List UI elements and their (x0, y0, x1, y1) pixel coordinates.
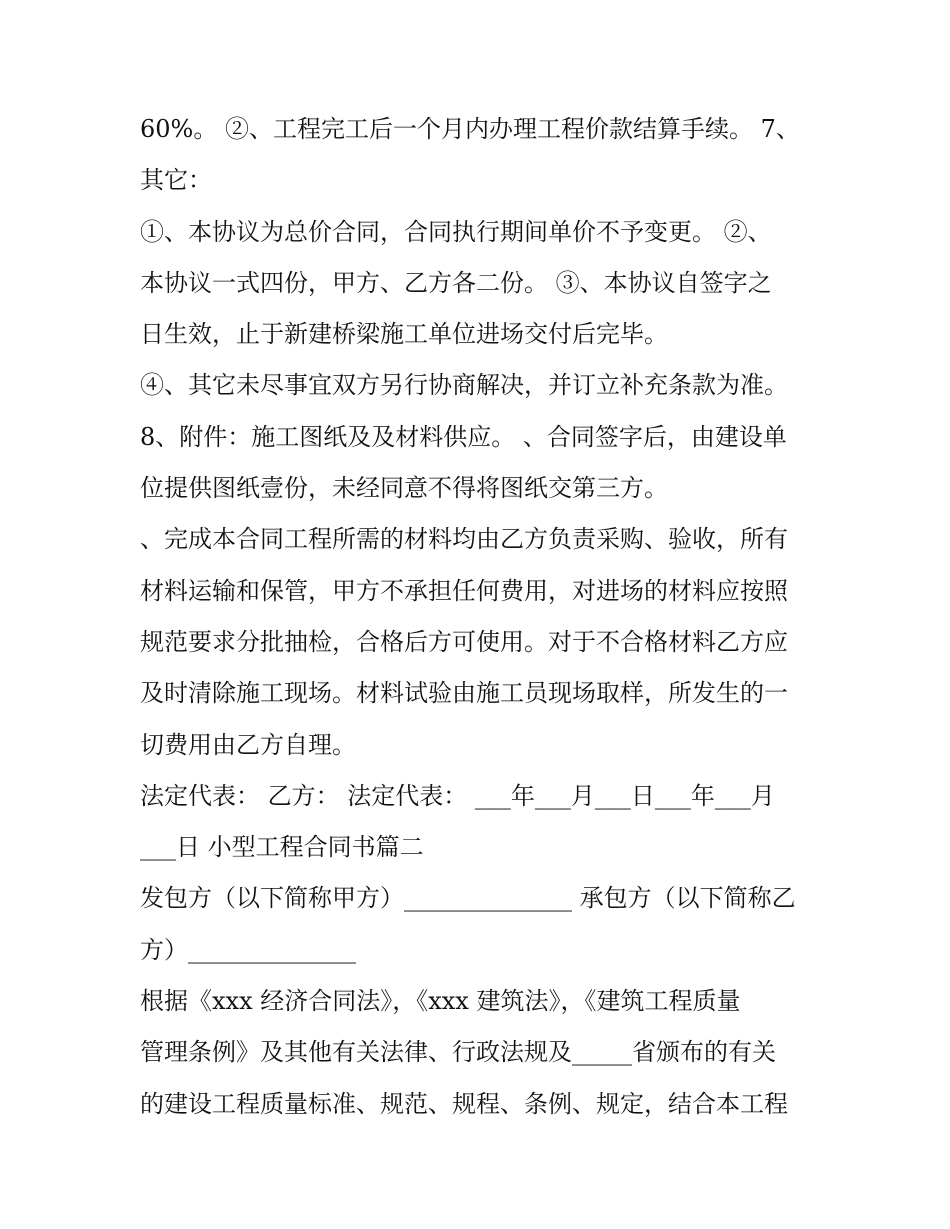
text-line: 的建设工程质量标准、规范、规程、条例、规定，结合本工程 (140, 1089, 788, 1118)
contract-text-body (140, 104, 830, 1130)
section-heading-line: ___日 小型工程合同书篇二 (140, 833, 424, 862)
text-line: 管理条例》及其他有关法律、行政法规及_____省颁布的有关 (140, 1038, 776, 1067)
text-line: 材料运输和保管，甲方不承担任何费用，对进场的材料应按照 (140, 576, 788, 605)
party-line: 方）______________ (140, 935, 356, 964)
text-line: 8、附件：施工图纸及及材料供应。 、合同签字后，由建设单 (140, 422, 787, 451)
text-line: ①、本协议为总价合同，合同执行期间单价不予变更。 ②、 (140, 217, 772, 246)
signature-line: 法定代表： 乙方： 法定代表： ___年___月___日___年___月 (140, 781, 775, 810)
text-line: 日生效，止于新建桥梁施工单位进场交付后完毕。 (140, 320, 668, 349)
text-line: 其它： (140, 166, 212, 195)
text-line: 及时清除施工现场。材料试验由施工员现场取样，所发生的一 (140, 679, 788, 708)
text-line: 、完成本合同工程所需的材料均由乙方负责采购、验收，所有 (140, 525, 788, 554)
text-line: 规范要求分批抽检，合格后方可使用。对于不合格材料乙方应 (140, 627, 788, 656)
text-line: 本协议一式四份，甲方、乙方各二份。 ③、本协议自签字之 (140, 268, 772, 297)
party-line: 发包方（以下简称甲方）______________ 承包方（以下简称乙 (140, 884, 796, 913)
text-line: 根据《xxx 经济合同法》，《xxx 建筑法》，《建筑工程质量 (140, 987, 741, 1016)
text-line: 位提供图纸壹份，未经同意不得将图纸交第三方。 (140, 474, 668, 503)
text-line: 切费用由乙方自理。 (140, 730, 356, 759)
text-line: ④、其它未尽事宜双方另行协商解决，并订立补充条款为准。 (140, 371, 788, 400)
text-line: 60%。 ②、工程完工后一个月内办理工程价款结算手续。 7、 (140, 115, 800, 143)
